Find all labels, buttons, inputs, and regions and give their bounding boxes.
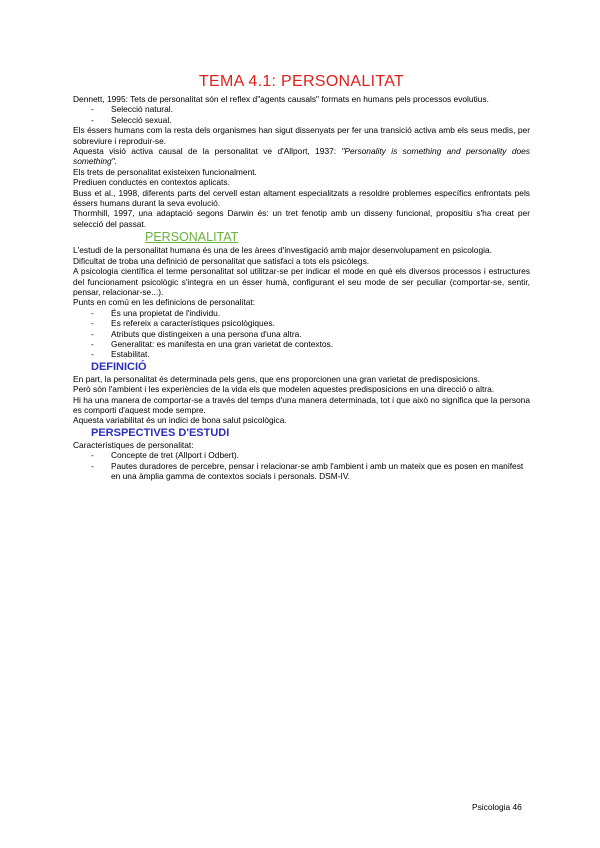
intro-paragraph: Buss et al., 1998, diferents parts del cervell estan altament especialitzats a resoldre problemes específics enfrontats pels éssers humans durant la seva evolució. <box>73 187 530 209</box>
heading-perspectives: PERSPECTIVES D'ESTUDI <box>91 426 230 439</box>
list-item: - Es refereix a característiques psicològiques. <box>91 318 530 328</box>
list-item: - Concepte de tret (Allport i Odbert). <box>91 450 530 460</box>
intro-paragraph <box>73 146 530 167</box>
section-paragraph: Dificultat de troba una definició de personalitat que satisfaci a tots els psicòlegs. <box>73 255 370 266</box>
list-item: - És una propietat de l'individu. <box>91 308 530 318</box>
section-paragraph: Aquesta variabilitat és un indici de bona salut psicològica. <box>73 415 287 426</box>
section-paragraph: A psicologia científica el terme personalitat sol utilitzar-se per indicar el mode en què els diversos processos i estructures del funcionament psicològic s'integra en un ésser humà, configurant el seu mode de ser peculiar (comportar-se, sentir, pensar, relacionar-se...). <box>73 266 530 297</box>
section-paragraph: Hi ha una manera de comportar-se a través del temps d'una manera determinada, tot i que això no significa que la persona es comporti d'aquest mode sempre. <box>73 394 530 415</box>
section-paragraph: L'estudi de la personalitat humana és una de les àrees d'investigació amb major desenvolupament en psicologia. <box>73 245 492 256</box>
page-title: TEMA 4.1: PERSONALITAT <box>198 73 405 90</box>
allport-text: Aquesta visió activa causal de la personalitat ve d'Allport, 1937: <box>73 146 342 157</box>
section-paragraph: Però són l'ambient i les experiències de la vida els que modelen aquestes predisposicions en una direcció o altra. <box>73 384 495 395</box>
list-item: - Selecció sexual. <box>91 115 530 125</box>
section-paragraph: Punts en comú en les definicions de personalitat: <box>73 297 256 308</box>
intro-list <box>73 104 530 125</box>
intro-paragraph: Thormhill, 1997, una adaptació segons Darwin és: un tret fenotip amb un disseny funcional, propositiu s'ha creat per selecció del passat. <box>73 208 530 229</box>
allport-quote: "Personality is something and personality does something". <box>73 146 530 167</box>
intro-paragraph: Els trets de personalitat existeixen funcionalment. <box>73 166 257 177</box>
intro-paragraph: Prediuen conductes en contextos aplicats. <box>73 177 230 188</box>
intro-paragraph: Els éssers humans com la resta dels organismes han sigut dissenyats per fer una transició activa amb els seus medis, per sobreviure i reproduir-se. <box>73 125 530 146</box>
definitions-list <box>73 308 530 360</box>
list-item: - Pautes duradores de percebre, pensar i relacionar-se amb l'ambient i amb un mateix que es posen en manifest en una àmplia gamma de contextos socials i personals. DSM-IV. <box>91 461 530 482</box>
list-item: - Estabilitat. <box>91 349 530 359</box>
section-paragraph: En part, la personalitat és determinada pels gens, que ens proporcionen una gran varietat de predisposicions. <box>73 373 480 384</box>
section-paragraph: Característiques de personalitat: <box>73 439 194 450</box>
characteristics-list <box>73 450 530 481</box>
page-footer: Psicologia 46 <box>472 802 522 812</box>
intro-paragraph: Dennett, 1995: Tets de personalitat són el reflex d"agents causals" formats en humans pels processos evolutius. <box>73 94 489 104</box>
list-item: - Selecció natural. <box>91 104 530 114</box>
document-page <box>73 72 530 481</box>
list-item: - Generalitat: es manifesta en una gran varietat de contextos. <box>91 339 530 349</box>
heading-personalitat: PERSONALITAT <box>145 230 239 245</box>
heading-definicio: DEFINICIÓ <box>91 360 147 373</box>
list-item: - Atributs que distingeixen a una persona d'una altra. <box>91 329 530 339</box>
